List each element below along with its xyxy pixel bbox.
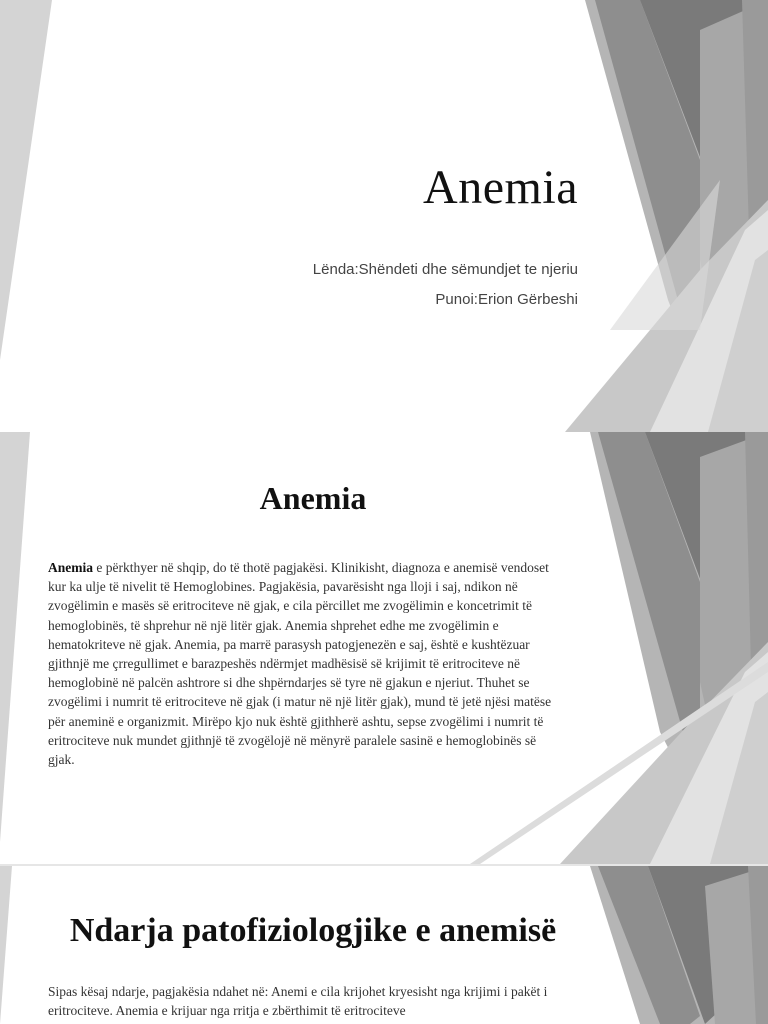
definition-paragraph (48, 558, 556, 769)
slide-title (0, 0, 768, 432)
slide-decoration (0, 0, 768, 432)
paragraph-text: e përkthyer në shqip, do të thotë pagjakësi. Klinikisht, diagnoza e anemisë vendoset kur ka ulje të nivelit të Hemoglobines. Pagjakësia, pavarësisht nga lloji i saj, ndikon në zvogëlimin e masës së eritrociteve në gjak, e cila përcillet me zvogëlimin e koncetrimit të hemoglobinës, të shprehur në një litër gjak. Anemia shprehet edhe me zvogëlimin e hematokriteve në gjak. Anemia, pa marrë parasysh patogjenezën e saj, është e kushtëzuar gjithnjë me çrregullimet e barazpeshës ndërmjet madhësisë së krijimit të eritrociteve në hemoglobinë në palcën ashtrore si dhe shpërndarjes së tyre në gjakun e njeriut. Thuhet se zvogëlimi i numrit të eritrociteve në gjak (i matur në një litër gjak), mund të jetë njësi matëse për aneminë e organizmit. Mirëpo kjo nuk është gjithherë ashtu, sepse zvogëlimi i numrit të eritrociteve nuk mundet gjithnjë të zvogëlojë në mënyrë paralele sasinë e hemoglobinës së gjak. (48, 560, 552, 768)
slide-pathophysiology (0, 866, 768, 1024)
author-line: Punoi:Erion Gërbeshi (435, 291, 578, 308)
slide-anemia-definition (0, 432, 768, 864)
lead-term: Anemia (48, 560, 93, 575)
slide-heading: Anemia (259, 480, 367, 516)
slide-heading: Ndarja patofiziologjike e anemisë (69, 912, 557, 949)
subject-line: Lënda:Shëndeti dhe sëmundjet te njeriu (312, 261, 578, 278)
presentation-title: Anemia (423, 161, 578, 214)
classification-paragraph: Sipas kësaj ndarje, pagjakësia ndahet në: Anemi e cila krijohet kryesisht nga krijimi i pakët i eritrociteve. Anemia e krijuar nga rritja e zbërthimit të eritrociteve (48, 984, 548, 1019)
